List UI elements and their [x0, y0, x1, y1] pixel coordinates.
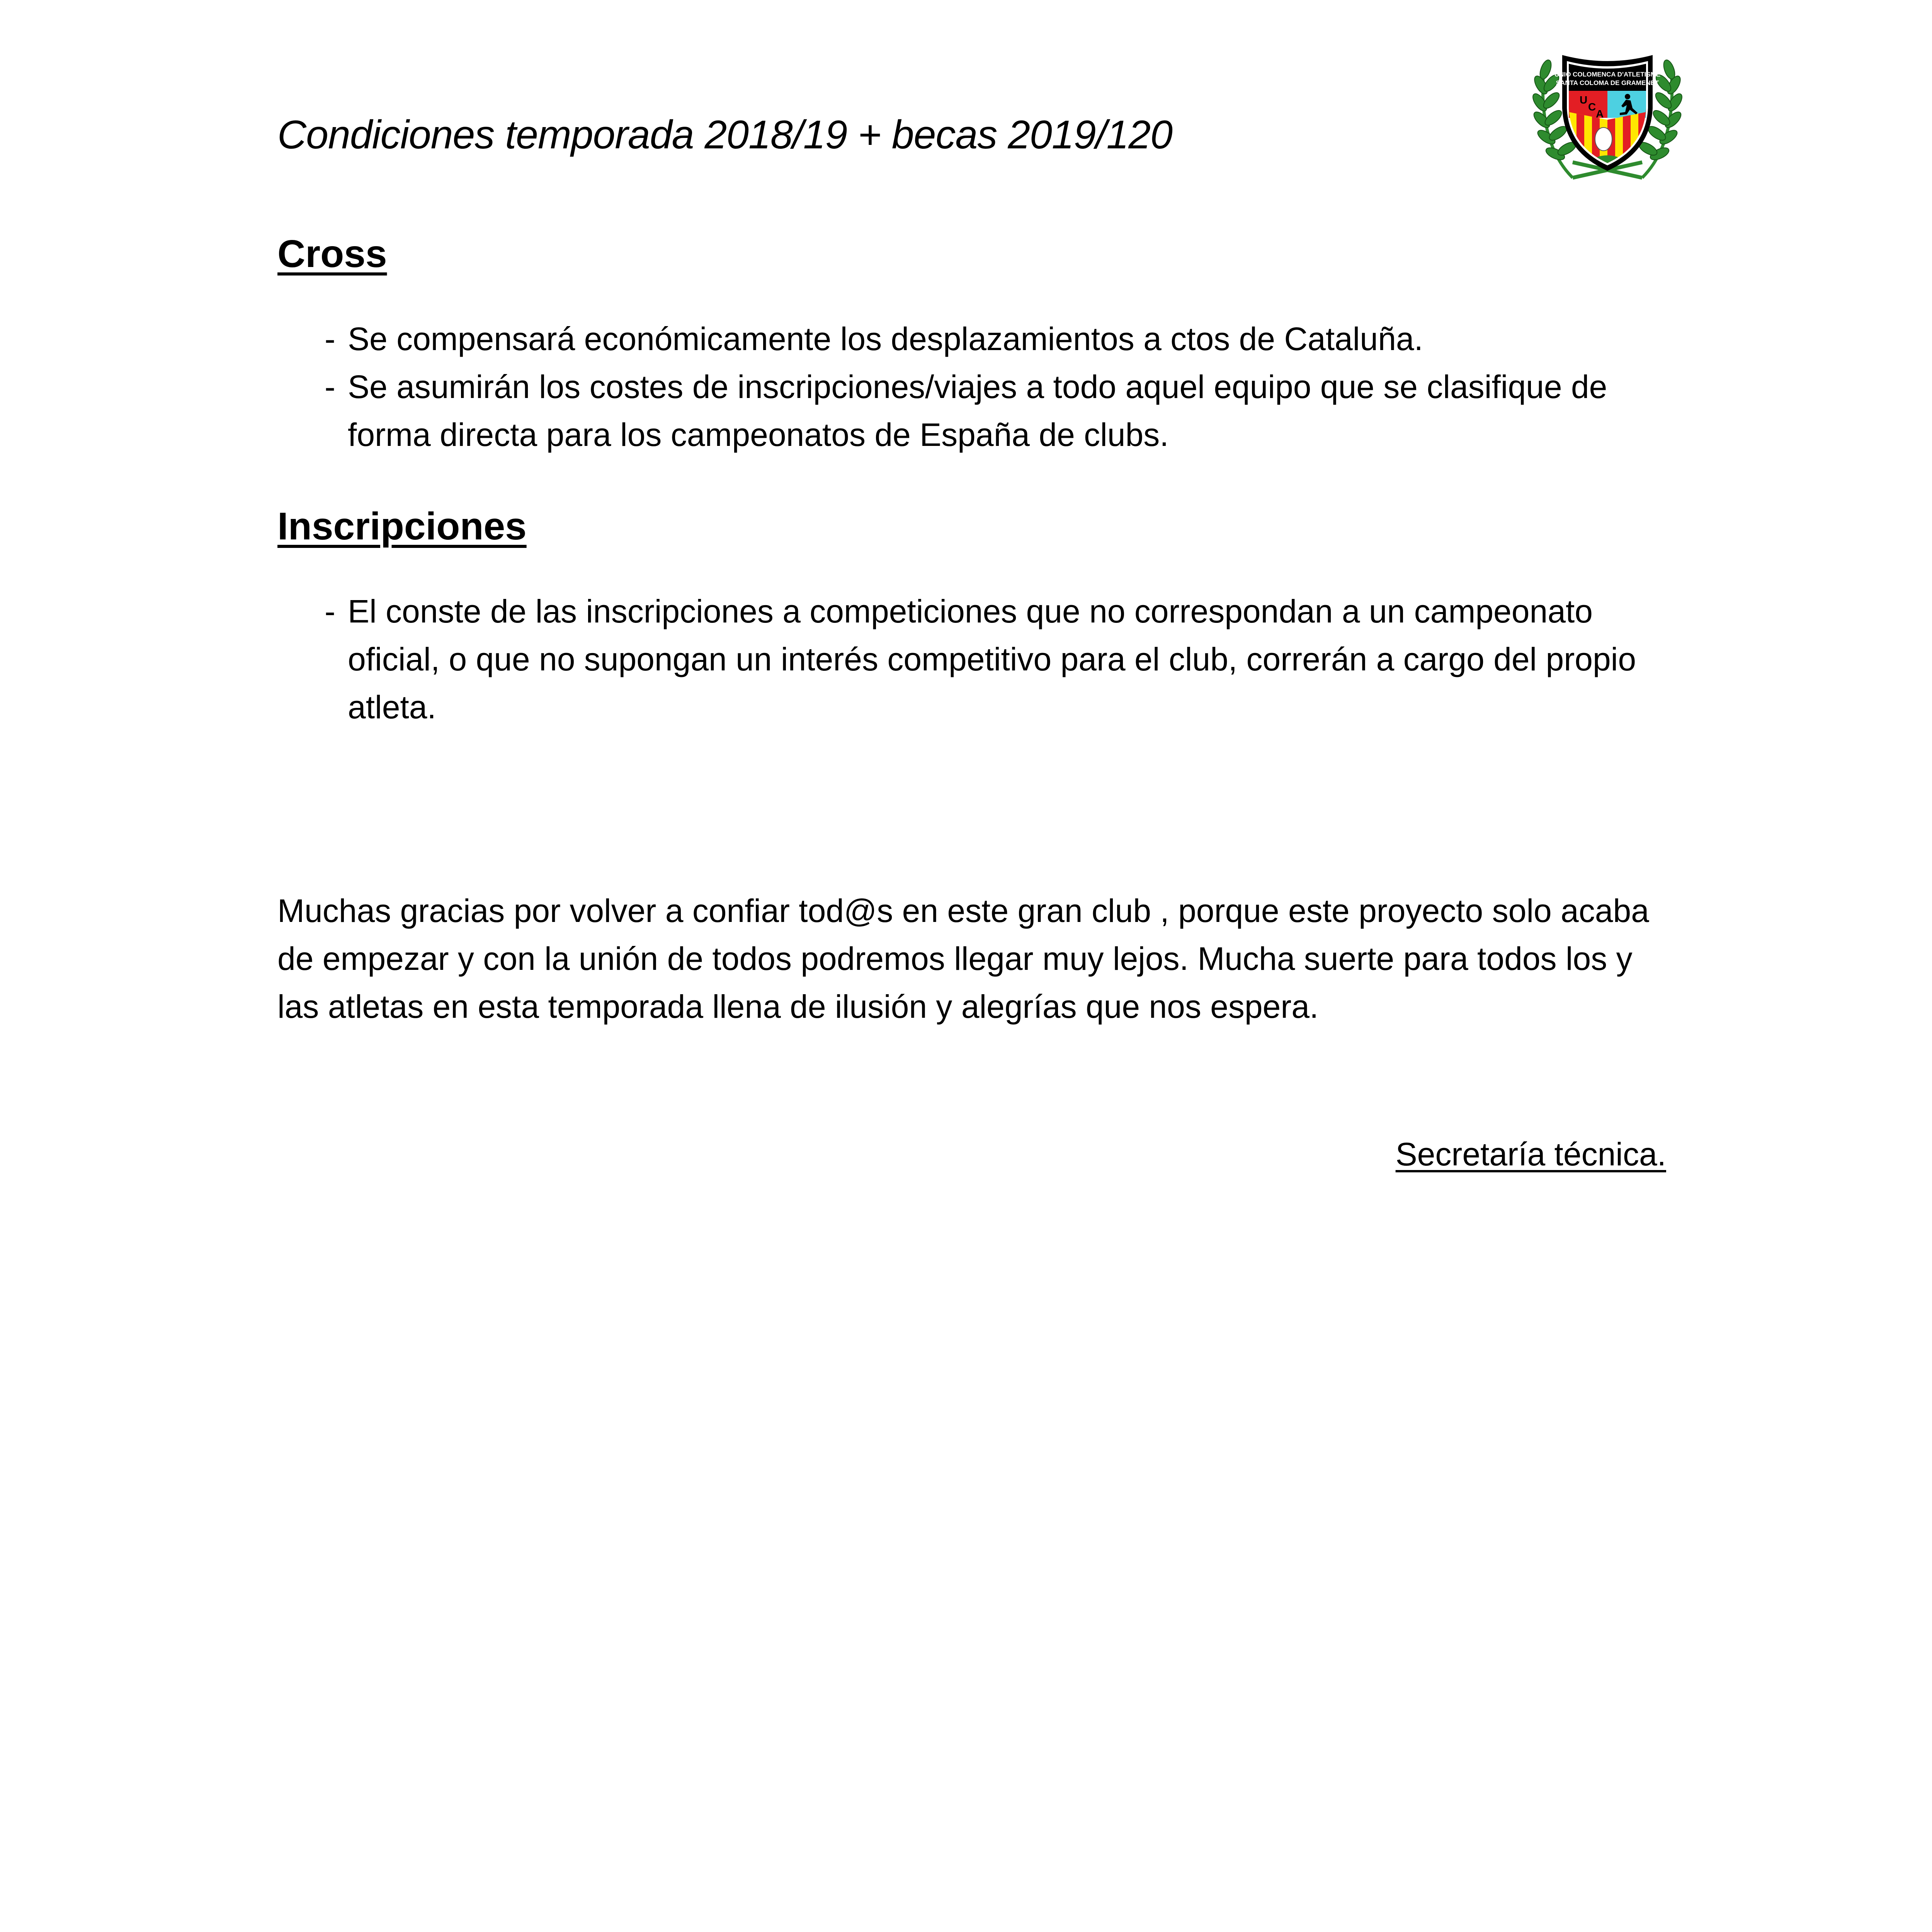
club-crest-logo	[1515, 46, 1700, 189]
section-heading-inscripciones: Inscripciones	[277, 505, 527, 548]
list-item	[325, 587, 1677, 731]
svg-text:SANTA COLOMA DE GRAMENET: SANTA COLOMA DE GRAMENET	[1556, 79, 1659, 87]
shield-icon	[1554, 56, 1660, 170]
cross-bullet-list	[325, 315, 1677, 459]
list-item-text: El conste de las inscripciones a competiciones que no correspondan a un campeonato oficial, o que no supongan un interés competitivo para el club, correrán a cargo del propio atleta.	[348, 593, 1636, 725]
signature: Secretaría técnica.	[1395, 1136, 1666, 1172]
svg-text:A: A	[1596, 108, 1604, 120]
bullet-dash: -	[325, 369, 335, 405]
list-item-text: Se compensará económicamente los desplazamientos a ctos de Cataluña.	[348, 321, 1423, 357]
bullet-dash: -	[325, 321, 335, 357]
list-item	[325, 363, 1677, 459]
list-item-text: Se asumirán los costes de inscripciones/viajes a todo aquel equipo que se clasifique de forma directa para los campeonatos de España de clubs.	[348, 369, 1607, 453]
closing-paragraph: Muchas gracias por volver a confiar tod@s en este gran club , porque este proyecto solo acaba de empezar y con la unión de todos podremos llegar muy lejos. Mucha suerte para todos los y las atletas en esta temporada llena de ilusión y alegrías que nos espera.	[277, 893, 1649, 1025]
dove-icon	[1595, 128, 1612, 151]
svg-text:C: C	[1588, 101, 1596, 113]
bullet-dash: -	[325, 593, 335, 629]
svg-text:UNIÓ COLOMENCA D'ATLETISME: UNIÓ COLOMENCA D'ATLETISME	[1554, 71, 1661, 78]
inscripciones-bullet-list	[325, 587, 1677, 731]
svg-text:U: U	[1580, 94, 1588, 106]
section-heading-cross: Cross	[277, 232, 387, 276]
list-item	[325, 315, 1677, 363]
document-title: Condiciones temporada 2018/19 + becas 2019/120	[277, 112, 1172, 157]
